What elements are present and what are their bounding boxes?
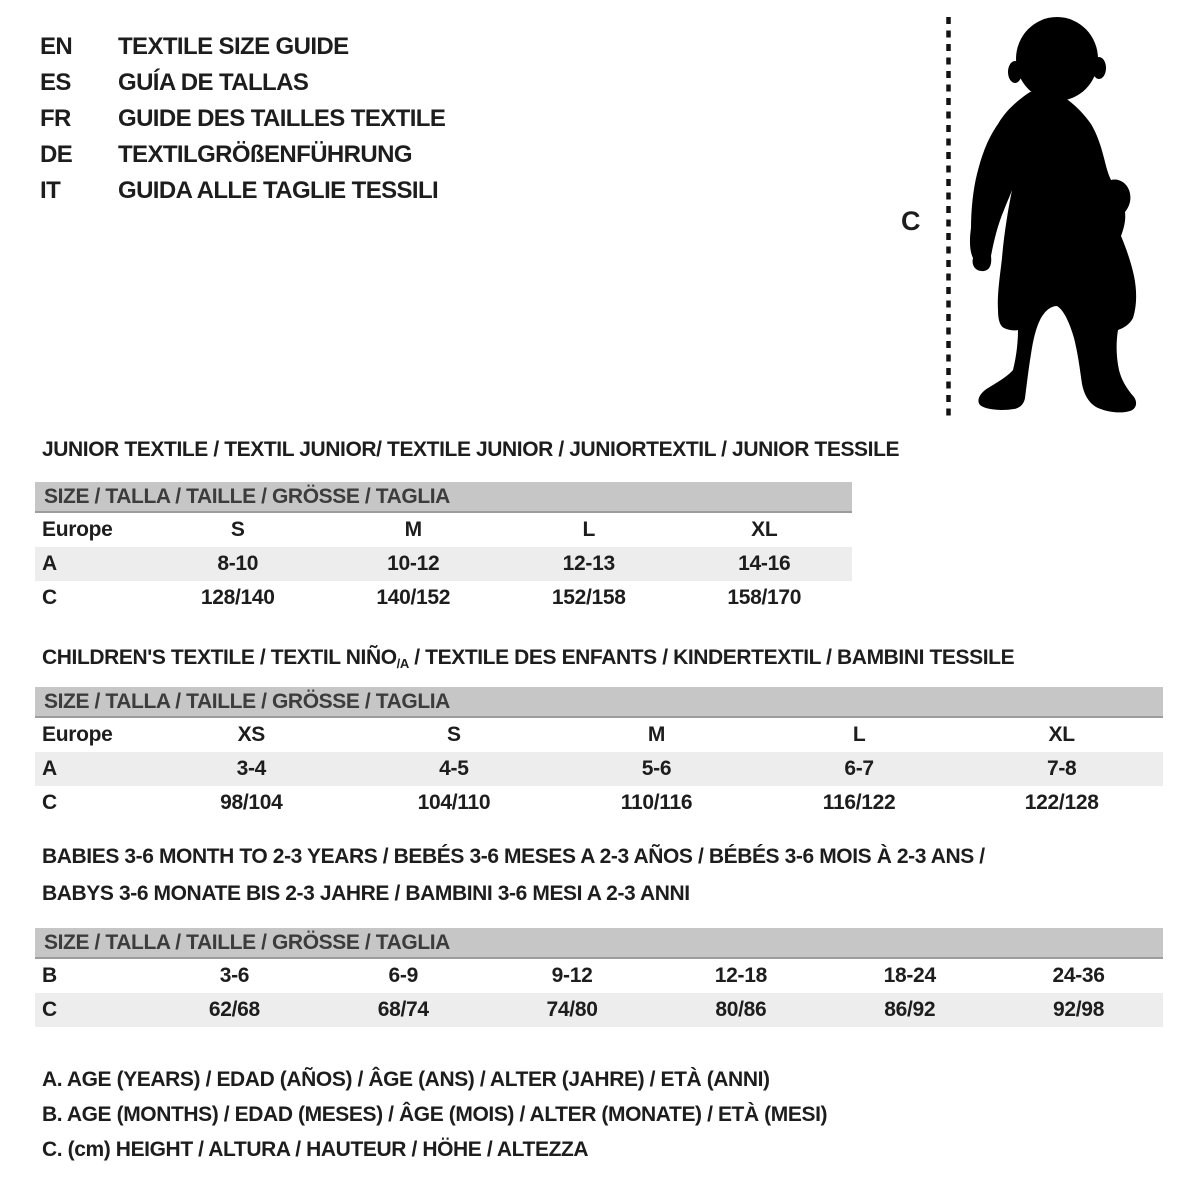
height-measure-label: C	[901, 206, 921, 236]
value-cell: 110/116	[620, 791, 693, 814]
value-cell: S	[230, 518, 245, 541]
legend-line: A. AGE (YEARS) / EDAD (AÑOS) / ÂGE (ANS) / ALTER (JAHRE) / ETÀ (ANNI)	[42, 1068, 770, 1091]
value-cell: S	[447, 723, 461, 746]
section-title-junior	[42, 431, 899, 468]
value-cell: 24-36	[1052, 964, 1105, 987]
language-row	[40, 101, 445, 137]
language-code: FR	[40, 105, 71, 132]
value-cell: 6-7	[844, 757, 874, 780]
table-row	[35, 752, 1163, 786]
table-row	[35, 786, 1163, 820]
section-title-text: /A	[396, 656, 409, 671]
toddler-silhouette-icon	[958, 14, 1143, 419]
value-cell: M	[647, 723, 666, 746]
height-dashed-line	[944, 17, 953, 417]
value-cell: 5-6	[641, 757, 672, 780]
language-title: GUIDA ALLE TAGLIE TESSILI	[118, 177, 439, 204]
row-label-cell: A	[42, 552, 57, 575]
value-cell: 8-10	[217, 552, 259, 575]
size-table-babies	[35, 928, 1163, 1027]
value-cell: 62/68	[208, 998, 260, 1021]
size-header-label: SIZE / TALLA / TAILLE / GRÖSSE / TAGLIA	[44, 484, 450, 508]
value-cell: 18-24	[883, 964, 936, 987]
value-cell: 3-4	[236, 757, 267, 780]
section-title-text: BABYS 3-6 MONATE BIS 2-3 JAHRE / BAMBINI 3-6 MESI A 2-3 ANNI	[42, 882, 690, 905]
section-title-line	[42, 431, 899, 468]
value-cell: 86/92	[884, 998, 936, 1021]
language-title: TEXTILE SIZE GUIDE	[118, 33, 349, 60]
section-title-text: JUNIOR TEXTILE / TEXTIL JUNIOR/ TEXTILE JUNIOR / JUNIORTEXTIL / JUNIOR TESSILE	[42, 438, 900, 461]
section-title-text: BABIES 3-6 MONTH TO 2-3 YEARS / BEBÉS 3-6 MESES A 2-3 AÑOS / BÉBÉS 3-6 MOIS À 2-3 ANS /	[42, 845, 985, 868]
value-cell: 10-12	[387, 552, 440, 575]
size-table-children	[35, 687, 1163, 820]
value-cell: L	[852, 723, 866, 746]
value-cell: XL	[1048, 723, 1075, 746]
size-header-bar	[35, 687, 1163, 718]
value-cell: 14-16	[738, 552, 791, 575]
section-title-babies	[42, 838, 985, 912]
language-row	[40, 137, 445, 173]
size-header-label: SIZE / TALLA / TAILLE / GRÖSSE / TAGLIA	[44, 930, 450, 954]
value-cell: 3-6	[219, 964, 250, 987]
language-row	[40, 29, 445, 65]
section-title-line	[42, 639, 1014, 682]
size-header-bar	[35, 928, 1163, 959]
measurement-legend	[42, 1062, 827, 1167]
value-cell: 9-12	[551, 964, 593, 987]
section-title-children	[42, 639, 1014, 682]
language-row	[40, 173, 445, 209]
language-list	[40, 29, 445, 209]
table-row	[35, 718, 1163, 752]
value-cell: 80/86	[715, 998, 767, 1021]
value-cell: 74/80	[546, 998, 598, 1021]
value-cell: 122/128	[1024, 791, 1099, 814]
value-cell: 6-9	[388, 964, 418, 987]
language-row	[40, 65, 445, 101]
table-row	[35, 581, 852, 615]
value-cell: 12-18	[714, 964, 767, 987]
value-cell: 4-5	[439, 757, 469, 780]
row-label-cell: Europe	[42, 518, 113, 541]
section-title-text: CHILDREN'S TEXTILE / TEXTIL NIÑO	[42, 646, 397, 669]
section-title-text: / TEXTILE DES ENFANTS / KINDERTEXTIL / BAMBINI TESSILE	[408, 646, 1015, 669]
value-cell: 116/122	[822, 791, 896, 814]
row-label-cell: Europe	[42, 723, 113, 746]
language-title: TEXTILGRÖßENFÜHRUNG	[118, 141, 412, 168]
table-row	[35, 513, 852, 547]
language-code: EN	[40, 33, 73, 60]
language-code: ES	[40, 69, 71, 96]
value-cell: 152/158	[551, 586, 626, 609]
table-row	[35, 547, 852, 581]
value-cell: 12-13	[562, 552, 615, 575]
row-label-cell: C	[42, 791, 57, 814]
table-row	[35, 993, 1163, 1027]
value-cell: 140/152	[376, 586, 451, 609]
value-cell: 68/74	[377, 998, 429, 1021]
value-cell: XL	[751, 518, 778, 541]
size-header-label: SIZE / TALLA / TAILLE / GRÖSSE / TAGLIA	[44, 689, 450, 713]
table-row	[35, 959, 1163, 993]
value-cell: L	[582, 518, 596, 541]
value-cell: 104/110	[417, 791, 491, 814]
value-cell: 7-8	[1046, 757, 1077, 780]
size-header-bar	[35, 482, 852, 513]
section-title-line	[42, 838, 985, 875]
row-label-cell: C	[42, 998, 57, 1021]
value-cell: M	[404, 518, 422, 541]
size-table-junior	[35, 482, 852, 615]
legend-line: C. (cm) HEIGHT / ALTURA / HAUTEUR / HÖHE / ALTEZZA	[42, 1138, 589, 1161]
legend-line: B. AGE (MONTHS) / EDAD (MESES) / ÂGE (MOIS) / ALTER (MONATE) / ETÀ (MESI)	[42, 1103, 828, 1126]
value-cell: XS	[237, 723, 265, 746]
language-title: GUIDE DES TAILLES TEXTILE	[118, 105, 446, 132]
section-title-line	[42, 875, 985, 912]
value-cell: 92/98	[1053, 998, 1105, 1021]
row-label-cell: B	[42, 964, 57, 987]
language-code: IT	[40, 177, 61, 204]
language-title: GUÍA DE TALLAS	[118, 69, 309, 96]
value-cell: 98/104	[220, 791, 283, 814]
row-label-cell: A	[42, 757, 57, 780]
language-code: DE	[40, 141, 73, 168]
value-cell: 158/170	[727, 586, 802, 609]
value-cell: 128/140	[200, 586, 275, 609]
row-label-cell: C	[42, 586, 57, 609]
